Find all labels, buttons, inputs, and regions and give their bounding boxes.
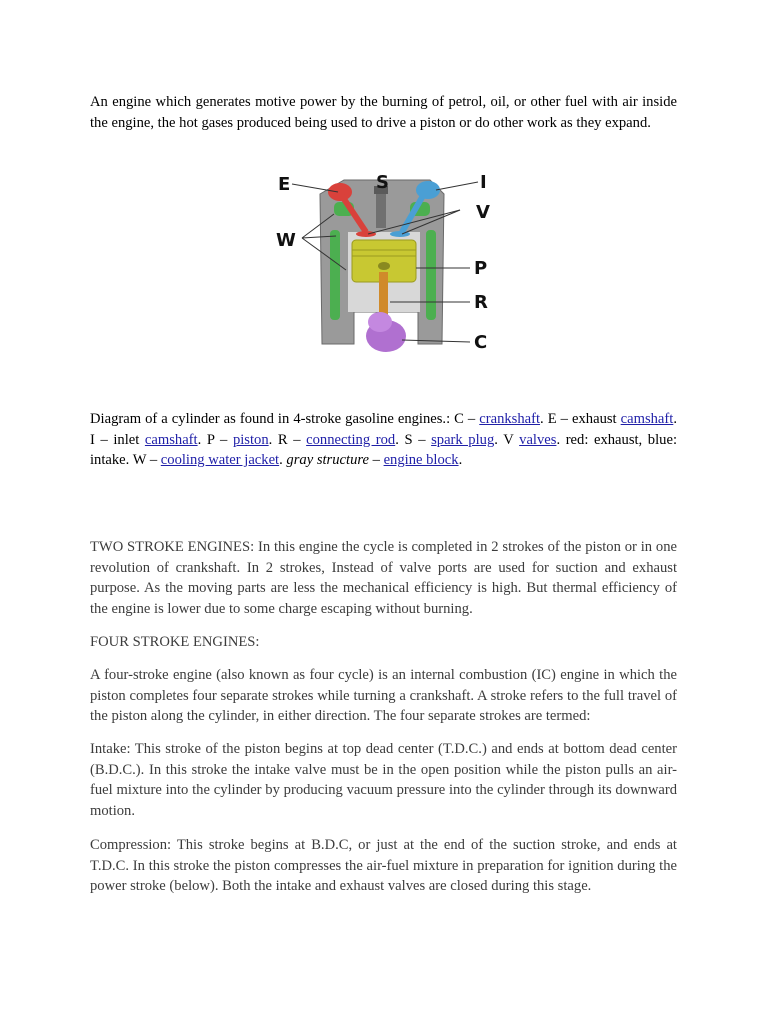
link-inlet-camshaft[interactable]: camshaft <box>144 431 198 448</box>
label-r: R <box>474 292 488 313</box>
label-p: P <box>474 258 488 279</box>
link-spark-plug[interactable]: spark plug <box>431 431 495 448</box>
link-exhaust-camshaft[interactable]: camshaft <box>620 411 674 427</box>
label-v: V <box>476 202 490 223</box>
label-e: E <box>278 174 291 195</box>
engine-cylinder-diagram <box>262 162 504 362</box>
diagram-caption: Diagram of a cylinder as found in 4-stroke gasoline engines.: C – crankshaft. E – exhaust camshaft. I – inlet camshaft. P – piston. R – connecting rod. S – spark plug. V valves. red: exhaust, blue: intake. W – cooling water jacket. gray structure – engine block. <box>90 411 677 469</box>
label-s: S <box>376 172 389 193</box>
link-crankshaft[interactable]: crankshaft <box>479 411 541 427</box>
four-stroke-paragraph: A four-stroke engine (also known as four cycle) is an internal combustion (IC) engine in which the piston completes four separate strokes while turning a crankshaft. A stroke refers to the full travel of the piston along the cylinder, in either direction. The four separate strokes are termed: <box>90 667 677 725</box>
link-engine-block[interactable]: engine block <box>383 452 459 469</box>
cooling-jacket-left <box>330 230 340 320</box>
label-w: W <box>276 230 296 251</box>
spark-plug-shape <box>376 190 386 228</box>
cooling-jacket-right <box>426 230 436 320</box>
intake-paragraph: Intake: This stroke of the piston begins at top dead center (T.D.C.) and ends at bottom dead center (B.D.C.). In this stroke the intake valve must be in the open position while the piston pulls an air-fuel mixture into the cylinder by producing vacuum pressure into the cylinder through its downward motion. <box>90 741 677 819</box>
link-cooling-water-jacket[interactable]: cooling water jacket <box>160 452 280 469</box>
link-valves[interactable]: valves <box>519 431 557 448</box>
intro-paragraph: An engine which generates motive power by the burning of petrol, oil, or other fuel with air inside the engine, the hot gases produced being used to drive a piston or do other work as they expand. <box>90 94 677 131</box>
four-stroke-heading: FOUR STROKE ENGINES: <box>90 634 260 650</box>
link-piston[interactable]: piston <box>232 431 269 448</box>
label-c: C <box>474 332 488 353</box>
two-stroke-paragraph: TWO STROKE ENGINES: In this engine the cycle is completed in 2 strokes of the piston or in one revolution of crankshaft. In 2 strokes, Instead of valve ports are used for suction and exhaust purpose. As the moving parts are less the mechanical efficiency is high. But thermal efficiency of the engine is lower due to some charge escaping without burning. <box>90 539 677 617</box>
compression-paragraph: Compression: This stroke begins at B.D.C, or just at the end of the suction stroke, and ends at T.D.C. In this stroke the piston compresses the air-fuel mixture in preparation for ignition during the power stroke (below). Both the intake and exhaust valves are closed during this stage. <box>90 837 677 895</box>
label-i: I <box>480 172 487 193</box>
link-connecting-rod[interactable]: connecting rod <box>306 431 396 448</box>
